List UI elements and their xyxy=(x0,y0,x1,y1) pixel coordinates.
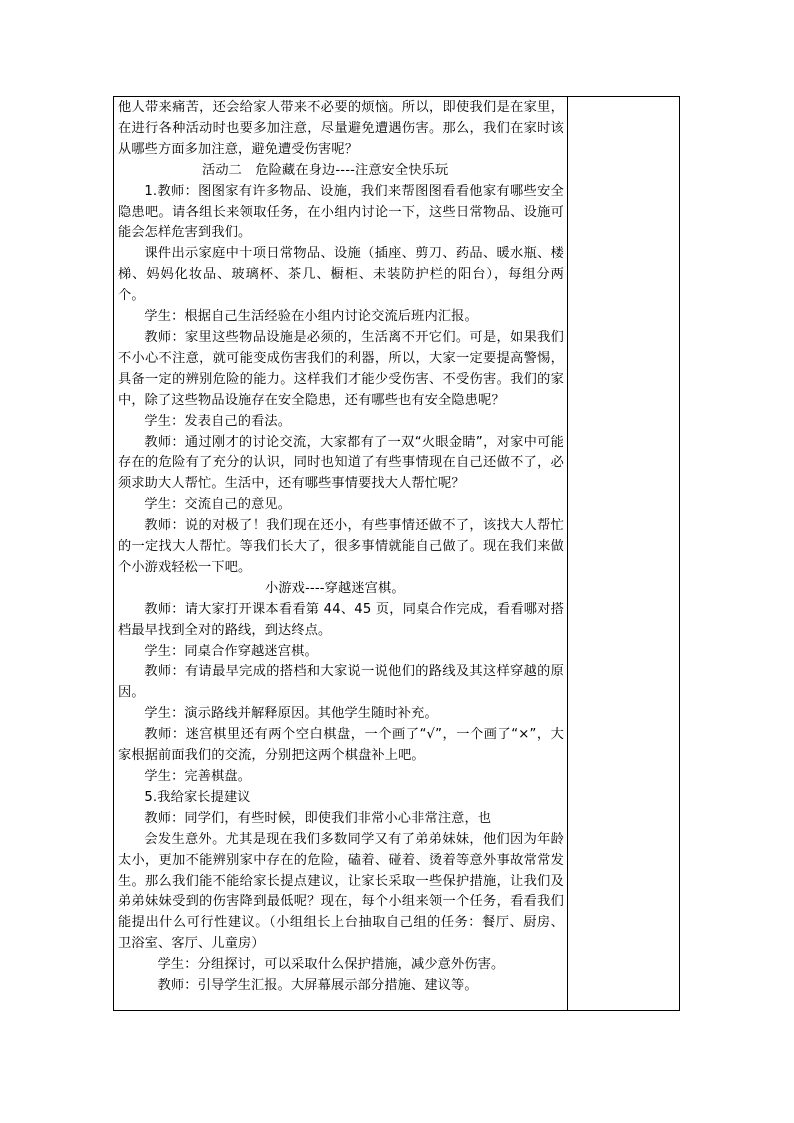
student-paragraph: 学生：分组探讨，可以采取什么保护措施，减少意外伤害。 xyxy=(157,957,505,973)
activity-two-heading: 活动二 危险藏在身边----注意安全快乐玩 xyxy=(202,162,449,178)
teacher-paragraph: 教师：通过刚才的讨论交流，大家都有了一双“火眼金睛”，对家中可能存在的危险有了充分的认识，同时也知道了有些事情现在自己还做不了，必须求助大人帮忙。生活中，还有哪些事情要找大人帮忙呢？ xyxy=(118,434,564,492)
student-paragraph: 学生：发表自己的看法。 xyxy=(144,413,292,429)
teacher-paragraph: 教师：家里这些物品设施是必须的，生活离不开它们。可是，如果我们不小心不注意，就可能变成伤害我们的利器，所以，大家一定要提高警惕，具备一定的辨别危险的能力。这样我们才能少受伤害、不受伤害。我们的家中，除了这些物品设施存在安全隐患，还有哪些也有安全隐患呢？ xyxy=(118,329,564,408)
student-paragraph: 学生：根据自己生活经验在小组内讨论交流后班内汇报。 xyxy=(144,309,478,325)
teacher-paragraph: 教师：请大家打开课本看看第 44、45 页，同桌合作完成，看看哪对搭档最早找到全对的路线，到达终点。 xyxy=(118,601,564,638)
teacher-paragraph-continued: 会发生意外。尤其是现在我们多数同学又有了弟弟妹妹，他们因为年龄太小，更加不能辨别家中存在的危险，磕着、碰着、烫着等意外事故常常发生。那么我们能不能给家长提点建议，让家长采取一些保护措施，让我们及弟弟妹妹受到的伤害降到最低呢？现在，每个小组来领一个任务，看看我们能提出什么可行性建议。（小组组长上台抽取自己组的任务：餐厅、厨房、卫浴室、客厅、儿童房） xyxy=(118,831,564,952)
teacher-paragraph: 1.教师：图图家有许多物品、设施，我们来帮图图看看他家有哪些安全隐患吧。请各组长来领取任务，在小组内讨论一下，这些日常物品、设施可能会怎样危害到我们。 xyxy=(118,183,564,241)
student-paragraph: 学生：完善棋盘。 xyxy=(144,769,252,784)
student-paragraph: 学生：同桌合作穿越迷宫棋。 xyxy=(144,643,318,659)
intro-paragraph: 他人带来痛苦，还会给家人带来不必要的烦恼。所以，即使我们是在家里，在进行各种活动时也要多加注意，尽量避免遭遇伤害。那么，我们在家时该从哪些方面多加注意，避免遭受伤害呢？ xyxy=(118,100,564,157)
courseware-paragraph: 课件出示家庭中十项日常物品、设施（插座、剪刀、药品、暖水瓶、楼梯、妈妈化妆品、玻璃杯、茶几、橱柜、未装防护栏的阳台），每组分两个。 xyxy=(118,246,564,304)
teacher-paragraph: 教师：引导学生汇报。大屏幕展示部分措施、建议等。 xyxy=(157,978,478,994)
teacher-paragraph: 教师：说的对极了！我们现在还小，有些事情还做不了，该找大人帮忙的一定找大人帮忙。等我们长大了，很多事情就能自己做了。现在我们来做个小游戏轻松一下吧。 xyxy=(118,518,564,575)
lesson-content-cell xyxy=(118,98,564,997)
teacher-paragraph: 教师：有请最早完成的搭档和大家说一说他们的路线及其这样穿越的原因。 xyxy=(118,664,564,701)
game-heading: 小游戏----穿越迷宫棋。 xyxy=(265,580,405,596)
notes-column-cell xyxy=(568,97,679,1010)
student-paragraph: 学生：交流自己的意见。 xyxy=(144,497,292,513)
student-paragraph: 学生：演示路线并解释原因。其他学生随时补充。 xyxy=(144,706,438,722)
section-five-heading: 5.我给家长提建议 xyxy=(144,789,251,805)
teacher-paragraph: 教师：迷宫棋里还有两个空白棋盘，一个画了“√”，一个画了“×”，大家根据前面我们的交流，分别把这两个棋盘补上吧。 xyxy=(118,727,564,764)
teacher-paragraph: 教师：同学们，有些时候，即使我们非常小心非常注意，也 xyxy=(144,810,492,826)
lesson-plan-table xyxy=(113,96,680,1011)
